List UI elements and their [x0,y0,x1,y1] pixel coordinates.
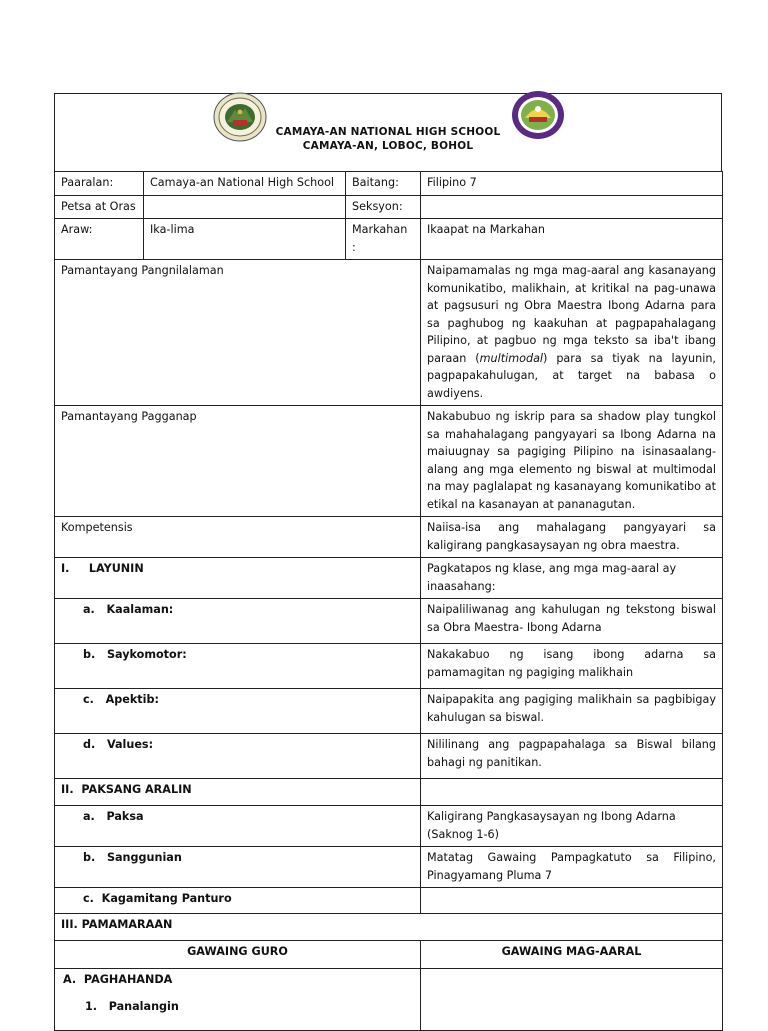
kompetensis-label: Kompetensis [55,517,421,558]
pamamaraan-row [55,914,723,941]
saykomotor-label: b. Saykomotor: [55,644,421,689]
paksang-aralin-row [55,779,723,806]
baitang-label: Baitang: [346,172,421,196]
kaalaman-label: a. Kaalaman: [55,599,421,644]
paghahanda-row [55,969,723,1031]
pagganap-row [55,406,723,517]
petsa-label: Petsa at Oras [55,195,144,219]
sanggunian-text: Matatag Gawaing Pampagkatuto sa Filipino, Pinagyamang Pluma 7 [421,847,723,888]
sanggunian-label: b. Sanggunian [55,847,421,888]
layunin-heading: I. LAYUNIN [55,558,421,599]
seksyon-label: Seksyon: [346,195,421,219]
paksang-aralin-item-row [55,806,723,847]
paaralan-value: Camaya-an National High School [144,172,346,196]
lesson-plan-page [54,93,722,1031]
values-label: d. Values: [55,734,421,779]
markahan-label: Markahan : [346,219,421,260]
gawaing-guro-header: GAWAING GURO [55,941,421,969]
layunin-intro: Pagkatapos ng klase, ang mga mag-aaral ay inaasahang: [421,558,723,599]
paksang-aralin-heading: II. PAKSANG ARALIN [55,779,421,806]
kagamitang-label: c. Kagamitang Panturo [55,888,421,914]
kompetensis-text: Naiisa-isa ang mahalagang pangyayari sa kaligirang pangkasaysayan ng obra maestra. [421,517,723,558]
school-address: CAMAYA-AN, LOBOC, BOHOL [302,140,474,152]
petsa-value [144,195,346,219]
panalangin-item: 1. Panalangin [85,999,179,1013]
araw-label: Araw: [55,219,144,260]
baitang-value: Filipino 7 [421,172,723,196]
info-row-araw [55,219,723,260]
layunin-row [55,558,723,599]
paksang-aralin-blank [421,779,723,806]
layunin-item-row [55,734,723,779]
gawain-header-row [55,941,723,969]
kaalaman-text: Naipaliliwanag ang kahulugan ng tekstong biswal sa Obra Maestra- Ibong Adarna [421,599,723,644]
apektib-text: Naipapakita ang pagiging malikhain sa pagbibigay kahulugan sa biswal. [421,689,723,734]
paksa-label: a. Paksa [55,806,421,847]
pagganap-text: Nakabubuo ng iskrip para sa shadow play tungkol sa mahahalagang pangyayari sa Ibong Adarna na maiuugnay sa pagiging Pilipino na isinasaalang-alang ang mga elemento ng biswal at multimodal na may paglalapat ng kasanayang komunikatibo at etikal na kasanayan at pananagutan. [421,406,723,517]
pangnilalaman-label: Pamantayang Pangnilalaman [55,260,421,406]
kagamitang-text [421,888,723,914]
paaralan-label: Paaralan: [55,172,144,196]
apektib-label: c. Apektib: [55,689,421,734]
info-row-paaralan [55,172,723,196]
paksa-text: Kaligirang Pangkasaysayan ng Ibong Adarna (Saknog 1-6) [421,806,723,847]
paghahanda-cell [55,969,421,1031]
pangnilalaman-row [55,260,723,406]
gawaing-magaaral-header: GAWAING MAG-AARAL [421,941,723,969]
school-name: CAMAYA-AN NATIONAL HIGH SCHOOL [275,126,501,138]
lesson-plan-table [54,171,723,1031]
seksyon-value [421,195,723,219]
paksang-aralin-item-row [55,847,723,888]
markahan-value: Ikaapat na Markahan [421,219,723,260]
paksang-aralin-item-row [55,888,723,914]
pagganap-label: Pamantayang Pagganap [55,406,421,517]
araw-value: Ika-lima [144,219,346,260]
paghahanda-magaaral-cell [421,969,723,1031]
pangnilalaman-text: Naipamamalas ng mga mag-aaral ang kasanayang komunikatibo, malikhain, at kritikal na pag-unawa at pagsusuri ng Obra Maestra Ibong Adarna para sa paghubog ng kaakuhan at pagpapahalagang Pilipino, at pagbuo ng mga teksto sa iba't ibang paraan (multimodal) para sa tiyak na layunin, pagpapakahulugan, at target na babasa o awdiyens. [421,260,723,406]
school-header [54,93,722,171]
info-row-petsa [55,195,723,219]
kompetensis-row [55,517,723,558]
layunin-item-row [55,599,723,644]
layunin-item-row [55,644,723,689]
values-text: Nililinang ang pagpapahalaga sa Biswal bilang bahagi ng panitikan. [421,734,723,779]
pamamaraan-heading: III. PAMAMARAAN [55,914,723,941]
saykomotor-text: Nakakabuo ng isang ibong adarna sa pamamagitan ng pagiging malikhain [421,644,723,689]
layunin-item-row [55,689,723,734]
paghahanda-heading: A. PAGHAHANDA [63,973,173,986]
